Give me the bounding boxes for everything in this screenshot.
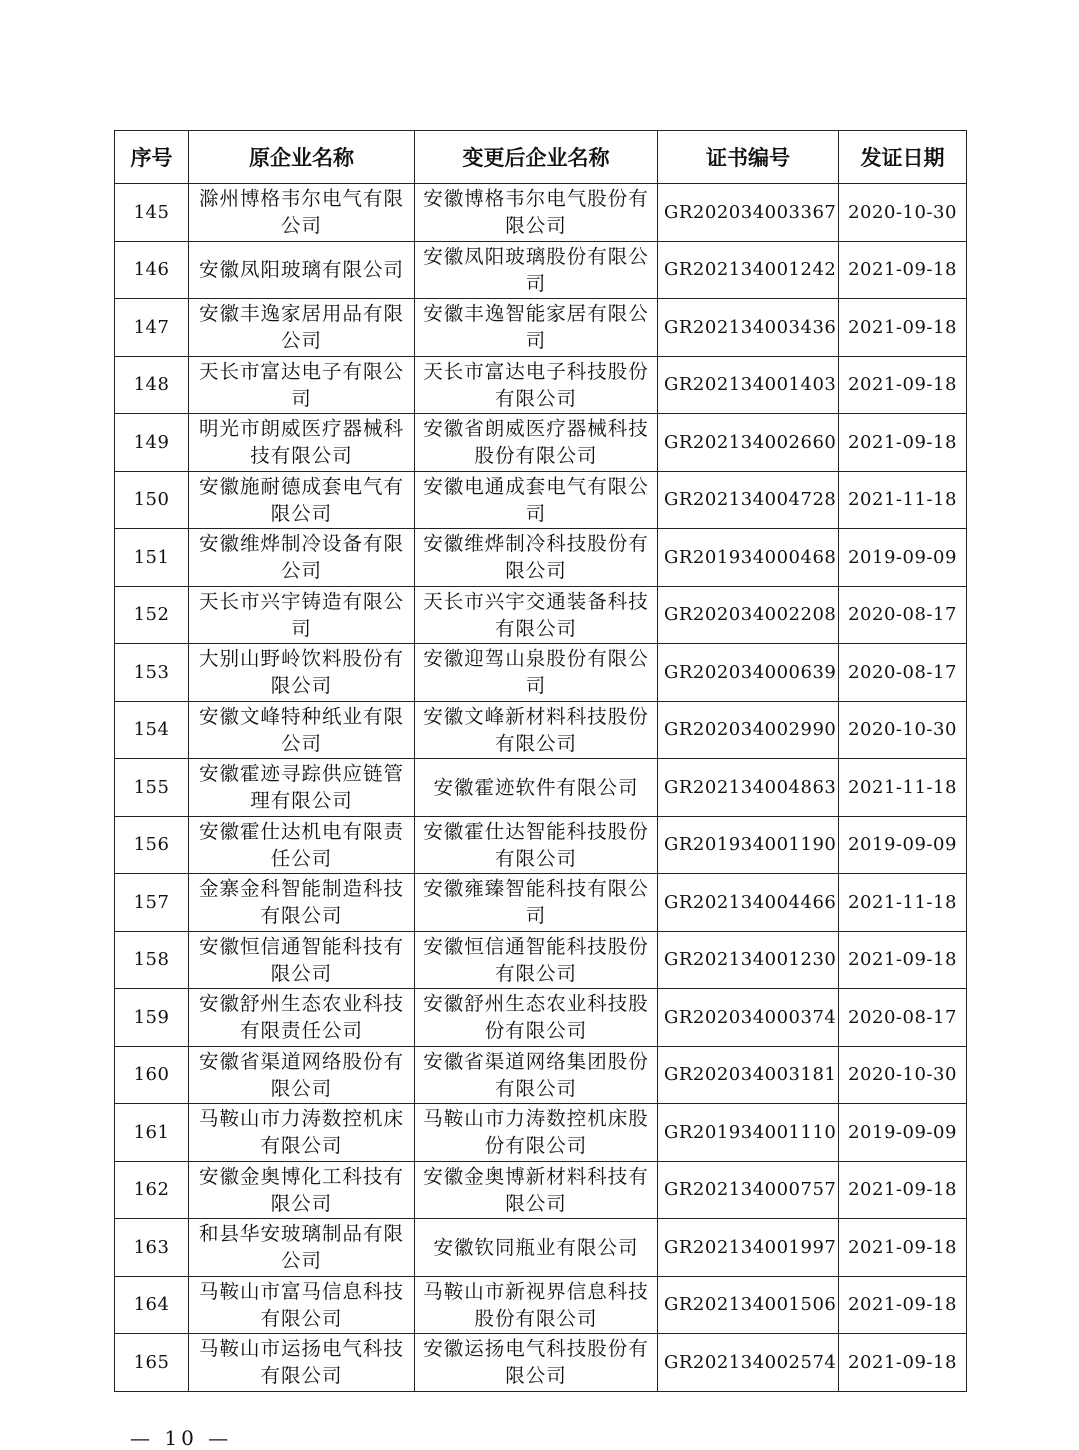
serial-number-cell: 155 [115, 759, 189, 817]
original-name-cell: 安徽施耐德成套电气有限公司 [189, 471, 415, 529]
issue-date-cell: 2019-09-09 [839, 529, 967, 587]
issue-date-cell: 2020-08-17 [839, 644, 967, 702]
issue-date-cell: 2020-08-17 [839, 989, 967, 1047]
certificate-number-cell: GR202034002990 [658, 701, 839, 759]
new-name-cell: 安徽博格韦尔电气股份有限公司 [415, 184, 658, 242]
new-name-cell: 天长市富达电子科技股份有限公司 [415, 356, 658, 414]
serial-number-cell: 147 [115, 299, 189, 357]
issue-date-cell: 2021-09-18 [839, 241, 967, 299]
serial-number-cell: 164 [115, 1276, 189, 1334]
issue-date-cell: 2021-11-18 [839, 874, 967, 932]
new-name-cell: 马鞍山市力涛数控机床股份有限公司 [415, 1104, 658, 1162]
header-issue-date: 发证日期 [839, 131, 967, 184]
original-name-cell: 马鞍山市力涛数控机床有限公司 [189, 1104, 415, 1162]
serial-number-cell: 162 [115, 1161, 189, 1219]
table-row [115, 1334, 967, 1392]
new-name-cell: 安徽金奥博新材料科技有限公司 [415, 1161, 658, 1219]
table-row [115, 529, 967, 587]
table-header [115, 131, 967, 184]
original-name-cell: 金寨金科智能制造科技有限公司 [189, 874, 415, 932]
serial-number-cell: 146 [115, 241, 189, 299]
company-name-change-table [114, 130, 967, 1392]
issue-date-cell: 2021-11-18 [839, 759, 967, 817]
table-row [115, 874, 967, 932]
serial-number-cell: 158 [115, 931, 189, 989]
certificate-number-cell: GR202134001242 [658, 241, 839, 299]
table-row [115, 184, 967, 242]
new-name-cell: 安徽电通成套电气有限公司 [415, 471, 658, 529]
serial-number-cell: 156 [115, 816, 189, 874]
issue-date-cell: 2020-08-17 [839, 586, 967, 644]
table-row [115, 299, 967, 357]
serial-number-cell: 161 [115, 1104, 189, 1162]
certificate-number-cell: GR202034002208 [658, 586, 839, 644]
serial-number-cell: 159 [115, 989, 189, 1047]
issue-date-cell: 2020-10-30 [839, 701, 967, 759]
original-name-cell: 天长市富达电子有限公司 [189, 356, 415, 414]
original-name-cell: 安徽金奥博化工科技有限公司 [189, 1161, 415, 1219]
issue-date-cell: 2021-09-18 [839, 931, 967, 989]
original-name-cell: 滁州博格韦尔电气有限公司 [189, 184, 415, 242]
original-name-cell: 明光市朗威医疗器械科技有限公司 [189, 414, 415, 472]
table-row [115, 989, 967, 1047]
table-row [115, 414, 967, 472]
serial-number-cell: 165 [115, 1334, 189, 1392]
issue-date-cell: 2021-09-18 [839, 1334, 967, 1392]
header-certificate-number: 证书编号 [658, 131, 839, 184]
issue-date-cell: 2021-09-18 [839, 1219, 967, 1277]
new-name-cell: 安徽凤阳玻璃股份有限公司 [415, 241, 658, 299]
new-name-cell: 安徽丰逸智能家居有限公司 [415, 299, 658, 357]
header-row [115, 131, 967, 184]
table-body [115, 184, 967, 1392]
certificate-number-cell: GR202134004466 [658, 874, 839, 932]
page-number: — 10 — [130, 1426, 233, 1450]
original-name-cell: 安徽丰逸家居用品有限公司 [189, 299, 415, 357]
table-row [115, 1104, 967, 1162]
new-name-cell: 安徽霍仕达智能科技股份有限公司 [415, 816, 658, 874]
serial-number-cell: 145 [115, 184, 189, 242]
table-row [115, 931, 967, 989]
original-name-cell: 安徽霍仕达机电有限责任公司 [189, 816, 415, 874]
serial-number-cell: 152 [115, 586, 189, 644]
serial-number-cell: 163 [115, 1219, 189, 1277]
certificate-number-cell: GR201934001110 [658, 1104, 839, 1162]
table-row [115, 816, 967, 874]
table-row [115, 759, 967, 817]
certificate-number-cell: GR202134004863 [658, 759, 839, 817]
certificate-number-cell: GR202034000639 [658, 644, 839, 702]
original-name-cell: 和县华安玻璃制品有限公司 [189, 1219, 415, 1277]
new-name-cell: 安徽省渠道网络集团股份有限公司 [415, 1046, 658, 1104]
original-name-cell: 安徽维烨制冷设备有限公司 [189, 529, 415, 587]
new-name-cell: 安徽雍臻智能科技有限公司 [415, 874, 658, 932]
issue-date-cell: 2021-09-18 [839, 1161, 967, 1219]
original-name-cell: 天长市兴宇铸造有限公司 [189, 586, 415, 644]
new-name-cell: 安徽霍迹软件有限公司 [415, 759, 658, 817]
table-row [115, 1046, 967, 1104]
issue-date-cell: 2021-11-18 [839, 471, 967, 529]
serial-number-cell: 150 [115, 471, 189, 529]
issue-date-cell: 2020-10-30 [839, 1046, 967, 1104]
issue-date-cell: 2021-09-18 [839, 299, 967, 357]
new-name-cell: 安徽恒信通智能科技股份有限公司 [415, 931, 658, 989]
new-name-cell: 马鞍山市新视界信息科技股份有限公司 [415, 1276, 658, 1334]
serial-number-cell: 149 [115, 414, 189, 472]
issue-date-cell: 2019-09-09 [839, 1104, 967, 1162]
issue-date-cell: 2019-09-09 [839, 816, 967, 874]
serial-number-cell: 153 [115, 644, 189, 702]
new-name-cell: 安徽迎驾山泉股份有限公司 [415, 644, 658, 702]
new-name-cell: 天长市兴宇交通装备科技有限公司 [415, 586, 658, 644]
certificate-number-cell: GR202134000757 [658, 1161, 839, 1219]
issue-date-cell: 2021-09-18 [839, 356, 967, 414]
serial-number-cell: 160 [115, 1046, 189, 1104]
original-name-cell: 安徽霍迹寻踪供应链管理有限公司 [189, 759, 415, 817]
original-name-cell: 大别山野岭饮料股份有限公司 [189, 644, 415, 702]
certificate-number-cell: GR202134001997 [658, 1219, 839, 1277]
serial-number-cell: 154 [115, 701, 189, 759]
table-row [115, 586, 967, 644]
certificate-number-cell: GR202034000374 [658, 989, 839, 1047]
certificate-number-cell: GR201934001190 [658, 816, 839, 874]
issue-date-cell: 2020-10-30 [839, 184, 967, 242]
certificate-number-cell: GR202134001506 [658, 1276, 839, 1334]
original-name-cell: 安徽凤阳玻璃有限公司 [189, 241, 415, 299]
table-row [115, 701, 967, 759]
new-name-cell: 安徽运扬电气科技股份有限公司 [415, 1334, 658, 1392]
table-row [115, 356, 967, 414]
table-row [115, 644, 967, 702]
original-name-cell: 安徽舒州生态农业科技有限责任公司 [189, 989, 415, 1047]
certificate-number-cell: GR202034003367 [658, 184, 839, 242]
table-row [115, 471, 967, 529]
header-new-name: 变更后企业名称 [415, 131, 658, 184]
new-name-cell: 安徽维烨制冷科技股份有限公司 [415, 529, 658, 587]
new-name-cell: 安徽钦同瓶业有限公司 [415, 1219, 658, 1277]
original-name-cell: 马鞍山市运扬电气科技有限公司 [189, 1334, 415, 1392]
table-row [115, 1219, 967, 1277]
header-original-name: 原企业名称 [189, 131, 415, 184]
original-name-cell: 安徽省渠道网络股份有限公司 [189, 1046, 415, 1104]
table-row [115, 1276, 967, 1334]
original-name-cell: 安徽恒信通智能科技有限公司 [189, 931, 415, 989]
certificate-number-cell: GR202034003181 [658, 1046, 839, 1104]
new-name-cell: 安徽文峰新材料科技股份有限公司 [415, 701, 658, 759]
certificate-number-cell: GR202134001403 [658, 356, 839, 414]
issue-date-cell: 2021-09-18 [839, 414, 967, 472]
table-row [115, 241, 967, 299]
certificate-number-cell: GR202134001230 [658, 931, 839, 989]
new-name-cell: 安徽省朗威医疗器械科技股份有限公司 [415, 414, 658, 472]
original-name-cell: 安徽文峰特种纸业有限公司 [189, 701, 415, 759]
certificate-number-cell: GR202134002574 [658, 1334, 839, 1392]
certificate-number-cell: GR202134004728 [658, 471, 839, 529]
certificate-number-cell: GR202134002660 [658, 414, 839, 472]
serial-number-cell: 151 [115, 529, 189, 587]
table-row [115, 1161, 967, 1219]
new-name-cell: 安徽舒州生态农业科技股份有限公司 [415, 989, 658, 1047]
original-name-cell: 马鞍山市富马信息科技有限公司 [189, 1276, 415, 1334]
header-serial-number: 序号 [115, 131, 189, 184]
certificate-number-cell: GR202134003436 [658, 299, 839, 357]
serial-number-cell: 148 [115, 356, 189, 414]
issue-date-cell: 2021-09-18 [839, 1276, 967, 1334]
certificate-number-cell: GR201934000468 [658, 529, 839, 587]
serial-number-cell: 157 [115, 874, 189, 932]
